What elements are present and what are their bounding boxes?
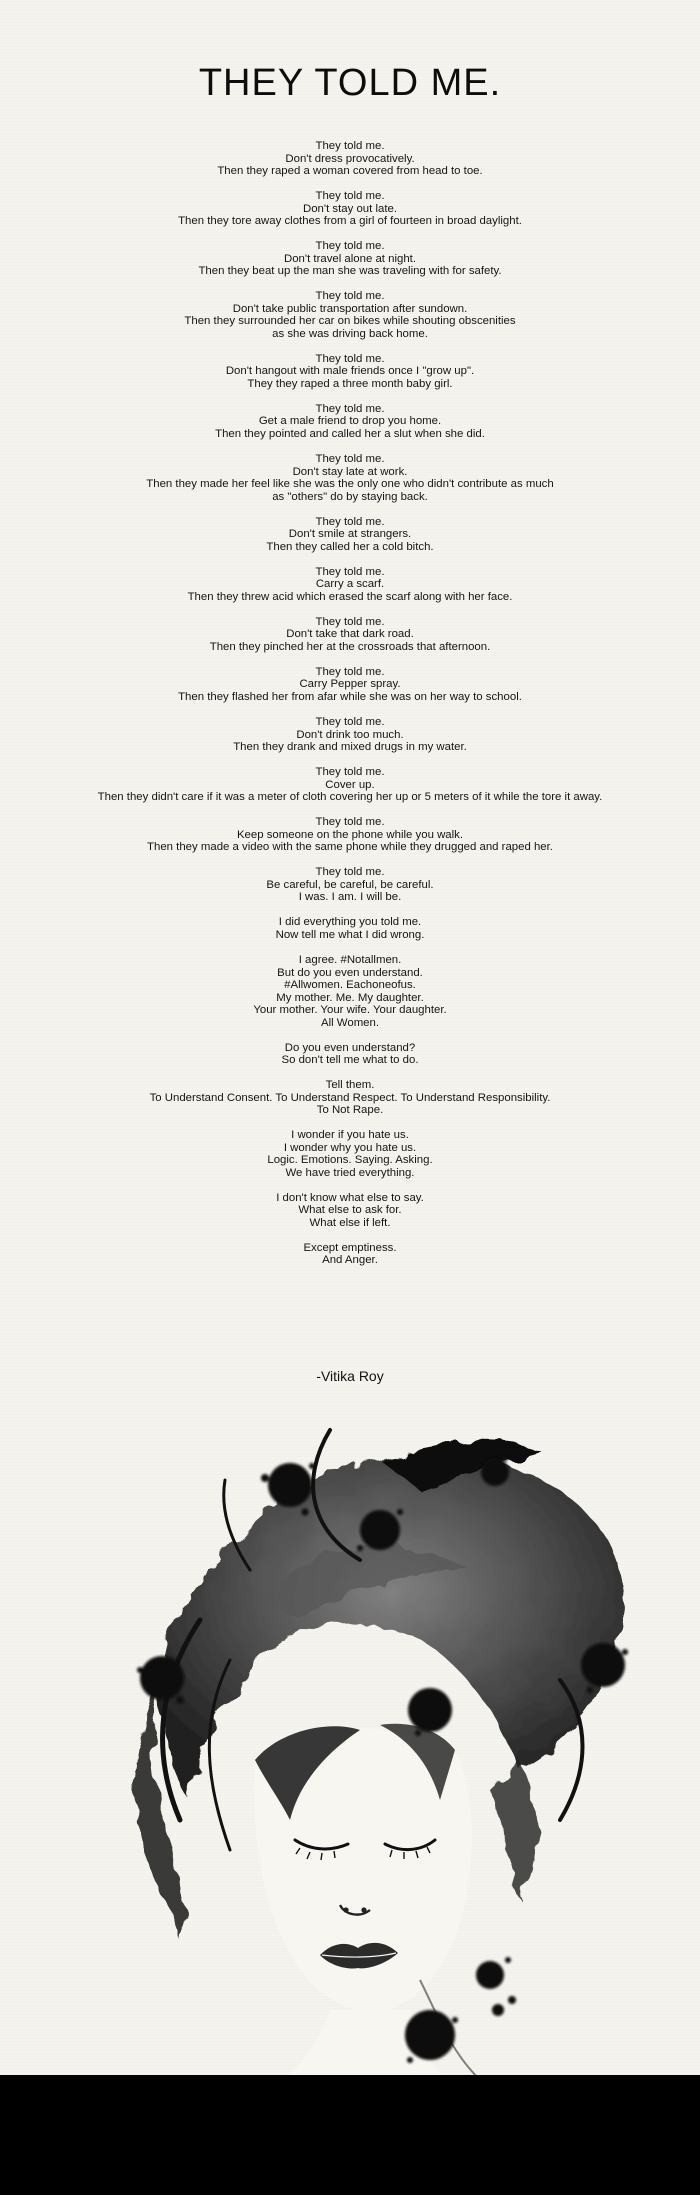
poem-line: as she was driving back home. [272,327,428,340]
poem-stanza [0,353,700,391]
poem-stanza [0,190,700,228]
poem-line: They told me. [315,453,385,466]
poem-stanza [0,866,700,904]
poem-author: -Vitika Roy [316,1368,384,1384]
poem-line: And Anger. [322,1254,378,1267]
poem-stanza [0,1079,700,1117]
poem-stanza [0,716,700,754]
poem-line: Then they called her a cold bitch. [266,540,434,553]
poem-line: Don't take that dark road. [286,628,414,641]
poem-stanza [0,453,700,503]
poem-line: They told me. [315,352,385,365]
poem-line: They they raped a three month baby girl. [247,377,453,390]
poem-line: Get a male friend to drop you home. [258,415,442,428]
poem-line: Then they tore away clothes from a girl of fourteen in broad daylight. [178,215,522,228]
poem-line: I agree. #Notallmen. [298,954,402,966]
poem-title: THEY TOLD ME. [198,62,502,104]
poem-line: They told me. [315,402,385,415]
poem-line: Cover up. [325,778,375,791]
poem-line: Do you even understand? [284,1041,416,1054]
poem-stanza [0,140,700,178]
poem-line: They told me. [315,190,385,203]
poem-line: Except emptiness. [303,1241,397,1254]
poem-line: To Understand Consent. To Understand Respect. To Understand Responsibility. [149,1091,551,1104]
poem-line: They told me. [315,240,385,253]
poem-line: They told me. [315,565,385,578]
poem-line: They told me. [315,665,385,678]
poem-stanza [0,816,700,854]
poem-line: Logic. Emotions. Saying. Asking. [267,1154,433,1167]
poem-stanza [0,954,700,1029]
poem-line: They told me. [315,816,385,829]
poem-line: Then they made a video with the same phone while they drugged and raped her. [147,841,553,854]
bottom-black-band [0,2075,700,2195]
poem-line: Your mother. Your wife. Your daughter. [253,1004,447,1016]
poem-stanza [0,766,700,804]
poem-line: Carry Pepper spray. [299,678,401,691]
poem-stanza [0,616,700,654]
poem-stanza [0,240,700,278]
poem-line: Carry a scarf. [315,578,385,591]
poem-line: I was. I am. I will be. [298,891,402,904]
poem-line: They told me. [315,766,385,779]
poem-line: as "others" do by staying back. [272,490,428,503]
poem-line: All Women. [320,1016,380,1029]
poem-stanza [0,1242,700,1267]
poem-line: Don't dress provocatively. [285,152,415,165]
poem-stanza [0,1192,700,1230]
poem-line: Be careful, be careful, be careful. [266,878,434,891]
poem-line: Then they flashed her from afar while she was on her way to school. [178,690,522,703]
poem-line: But do you even understand. [277,966,423,979]
poem-line: Then they pointed and called her a slut when she did. [215,427,485,440]
poem-stanza [0,403,700,441]
poem-body [0,140,700,1280]
poem-stanza [0,1042,700,1067]
poem-line: They told me. [315,290,385,303]
poem-line: Don't take public transportation after sundown. [232,302,468,315]
poem-line: Tell them. [325,1079,375,1092]
poem-line: #Allwomen. Eachoneofus. [284,979,416,991]
poem-stanza [0,916,700,941]
poem-line: We have tried everything. [285,1166,415,1179]
poem-line: I don't know what else to say. [276,1191,424,1204]
poem-line: Then they made her feel like she was the only one who didn't contribute as much [146,478,554,491]
poem-line: Then they didn't care if it was a meter of cloth covering her up or 5 meters of it while the tore it away. [97,791,603,804]
poem-line: What else if left. [309,1216,391,1229]
poem-line: To Not Rape. [316,1104,384,1117]
poem-line: What else to ask for. [298,1204,402,1217]
poem-line: Don't hangout with male friends once I "grow up". [225,365,475,378]
poem-line: Then they surrounded her car on bikes while shouting obscenities [184,315,516,328]
poem-line: So don't tell me what to do. [281,1054,419,1067]
poem-line: Then they pinched her at the crossroads that afternoon. [209,640,491,653]
poem-line: I wonder if you hate us. [291,1129,409,1142]
poem-stanza [0,1129,700,1179]
ink-woman-illustration [0,1420,700,2095]
poem-line: Then they raped a woman covered from head to toe. [217,165,483,177]
poem-line: Don't smile at strangers. [288,528,412,541]
poem-line: Then they drank and mixed drugs in my water. [233,741,467,754]
poem-line: Don't stay out late. [303,202,397,215]
poem-line: I wonder why you hate us. [283,1141,417,1154]
poem-line: Keep someone on the phone while you walk. [236,828,464,841]
poem-line: My mother. Me. My daughter. [276,991,424,1004]
poem-stanza [0,290,700,340]
poem-line: They told me. [315,866,385,879]
poem-line: I did everything you told me. [278,916,422,929]
poem-line: Don't drink too much. [296,728,404,741]
poem-stanza [0,666,700,704]
poem-line: They told me. [315,515,385,528]
poem-line: Don't stay late at work. [292,465,408,478]
poem-line: Then they threw acid which erased the scarf along with her face. [187,590,513,603]
poem-line: They told me. [315,615,385,628]
poem-line: They told me. [315,140,385,152]
poem-line: Now tell me what I did wrong. [275,928,425,941]
poem-line: Then they beat up the man she was traveling with for safety. [198,265,502,278]
poem-line: Don't travel alone at night. [284,252,416,265]
poem-stanza [0,566,700,604]
poem-stanza [0,516,700,554]
poem-line: They told me. [315,716,385,729]
